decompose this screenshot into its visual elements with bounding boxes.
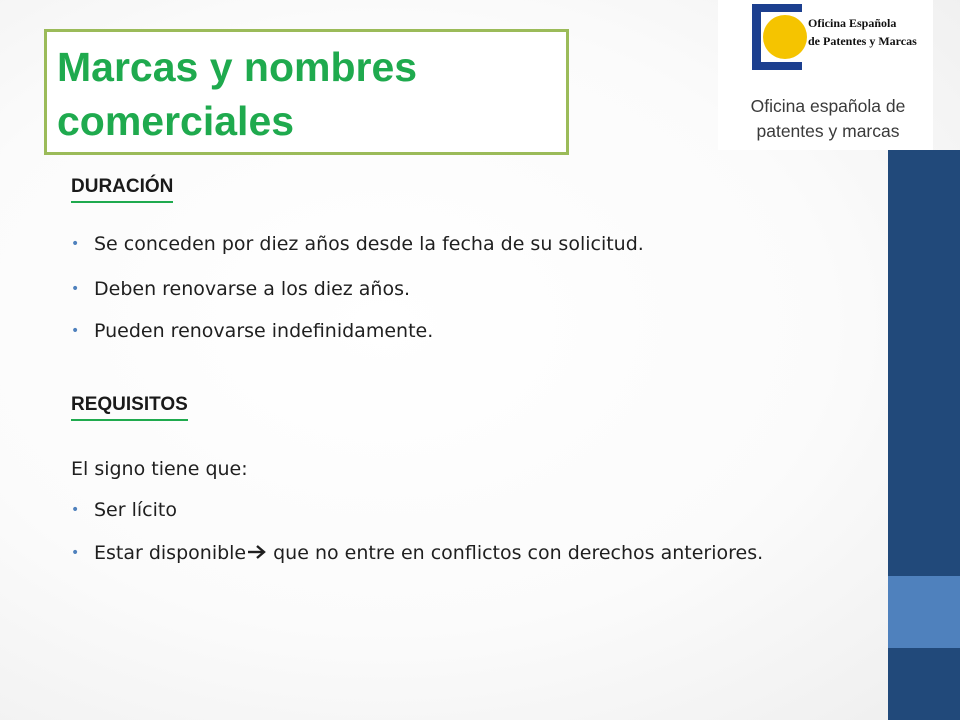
logo-caption: Oficina española de patentes y marcas xyxy=(750,96,906,141)
accent-bar-bottom xyxy=(888,648,960,720)
arrow-right-icon xyxy=(247,544,267,560)
section-intro: El signo tiene que: xyxy=(71,458,248,480)
bullet-icon: • xyxy=(71,281,80,297)
list-item xyxy=(71,539,831,568)
oepm-logo xyxy=(718,0,933,150)
bullet-icon: • xyxy=(71,236,80,252)
bullet-text-tail: que no entre en conflictos con derechos anteriores. xyxy=(273,542,764,564)
page-title: Marcas y nombres comerciales xyxy=(57,44,418,144)
list-item-text: Se conceden por diez años desde la fecha de su solicitud. xyxy=(94,233,644,255)
oepm-logo-icon xyxy=(752,0,812,76)
list-item-text xyxy=(94,539,831,568)
bullet-icon: • xyxy=(71,502,80,518)
list-item xyxy=(71,230,831,259)
list-item xyxy=(71,317,831,346)
logo-name: Oficina Española de Patentes y Marcas xyxy=(808,16,917,48)
bullet-icon: • xyxy=(71,323,80,339)
list-item xyxy=(71,496,831,525)
bullet-text-lead: Estar disponible xyxy=(94,542,247,564)
title-box xyxy=(44,29,569,155)
accent-bar-top xyxy=(888,150,960,576)
list-item-text: Deben renovarse a los diez años. xyxy=(94,278,411,300)
bullet-icon: • xyxy=(71,545,80,561)
list-item-text: Pueden renovarse indefinidamente. xyxy=(94,320,434,342)
list-item-text: Ser lícito xyxy=(94,499,177,521)
section-heading-duracion: DURACIÓN xyxy=(71,176,173,203)
accent-bar-middle xyxy=(888,576,960,648)
list-item xyxy=(71,275,831,304)
section-heading-requisitos: REQUISITOS xyxy=(71,394,188,421)
